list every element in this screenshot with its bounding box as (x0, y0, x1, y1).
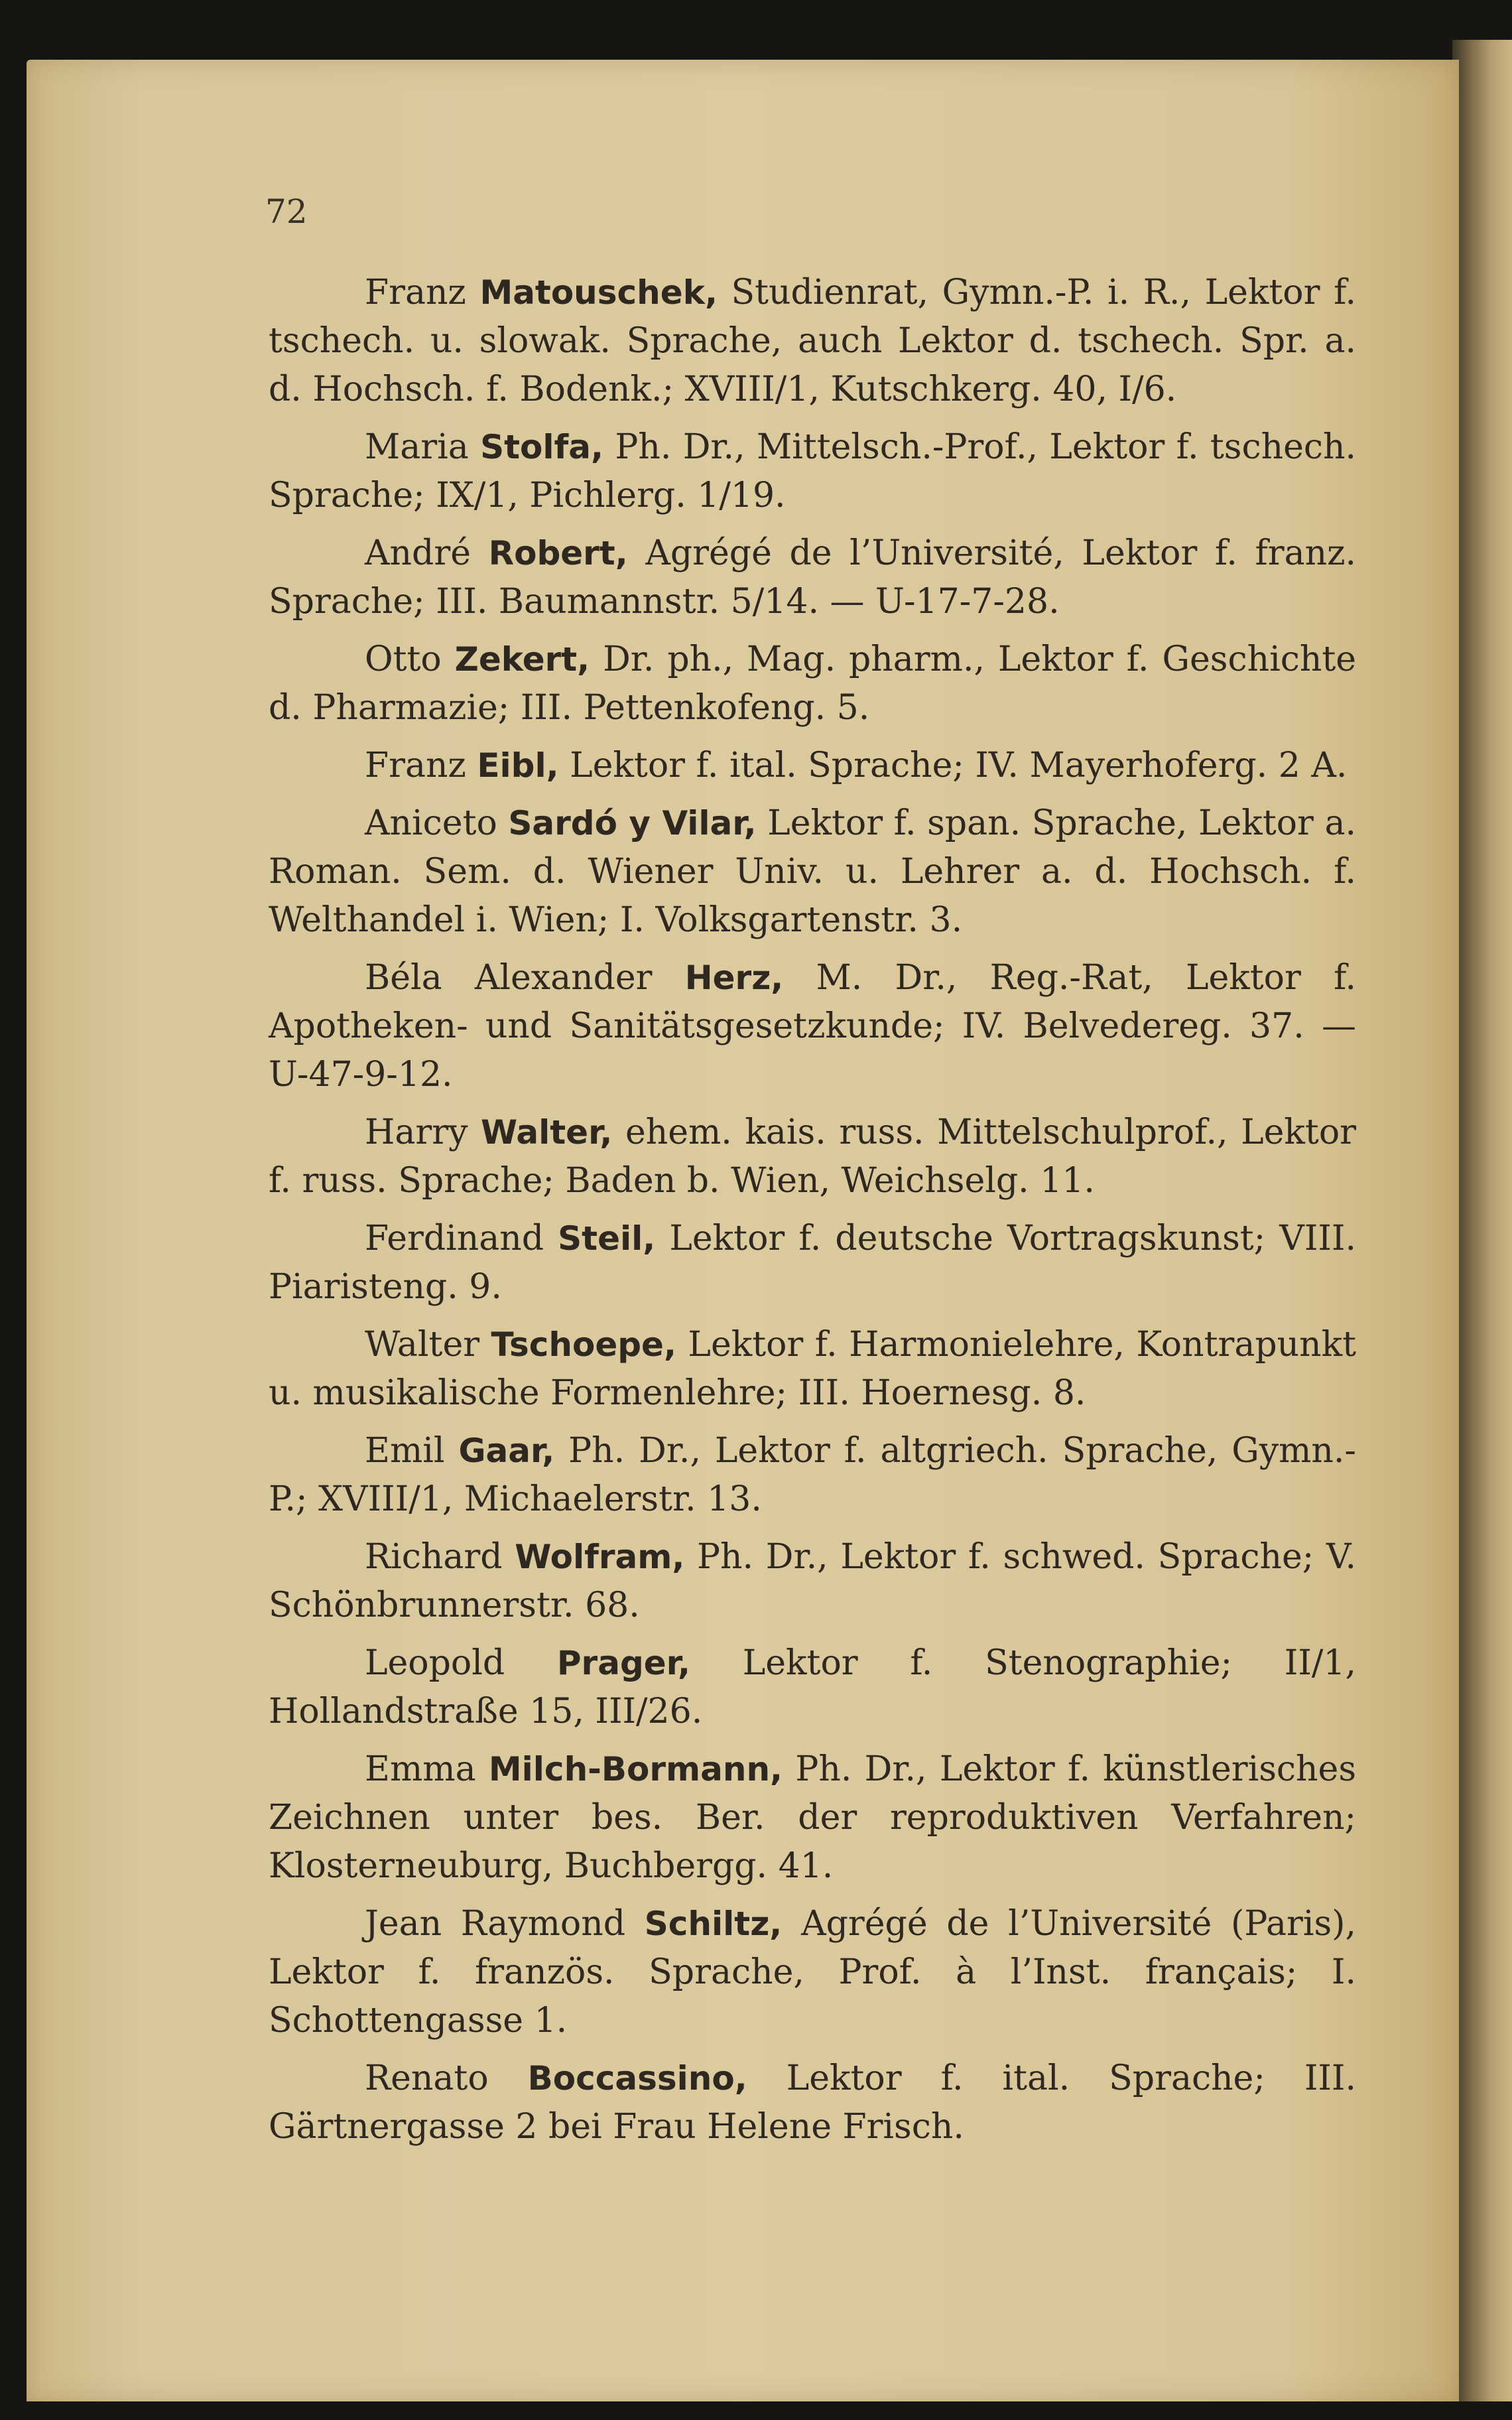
surname: Wolfram, (515, 1538, 685, 1576)
surname: Sardó y Vilar, (508, 804, 757, 842)
directory-entry (269, 1900, 1356, 2045)
entry-details: M. Dr., Reg.-Rat, Lektor f. Apotheken- und Sanitätsgesetzkunde; IV. Belvedereg. 37. — U-47-9-12. (269, 958, 1356, 1095)
directory-entry (269, 742, 1356, 790)
surname: Stolfa, (480, 428, 603, 466)
given-name: Franz (365, 746, 477, 785)
directory-entry (269, 1321, 1356, 1418)
given-name: Béla Alexander (365, 958, 685, 998)
surname: Eibl, (477, 746, 559, 785)
surname: Robert, (488, 534, 628, 572)
entry-details: Lektor f. span. Sprache, Lektor a. Roman. Sem. d. Wiener Univ. u. Lehrer a. d. Hochsch. f. Welthandel i. Wien; I. Volksgartenstr. 3. (269, 803, 1356, 940)
given-name: André (365, 533, 489, 573)
given-name: Ferdinand (365, 1219, 558, 1258)
surname: Boccassino, (527, 2059, 747, 2098)
directory-entry (269, 1639, 1356, 1736)
given-name: Jean Raymond (365, 1904, 645, 1944)
directory-entry (269, 2054, 1356, 2151)
surname: Tschoepe, (491, 1325, 676, 1364)
directory-entry (269, 1109, 1356, 1205)
entry-details: Agrégé de l’Université, Lektor f. franz. Sprache; III. Baumannstr. 5/14. — U-17-7-28. (269, 533, 1356, 622)
given-name: Renato (365, 2058, 528, 2098)
page-number: 72 (265, 192, 308, 231)
given-name: Emil (365, 1431, 459, 1471)
entry-details: Agrégé de l’Université (Paris), Lektor f. französ. Sprache, Prof. à l’Inst. français; I. Schottengasse 1. (269, 1904, 1356, 2041)
entry-details: ehem. kais. russ. Mittelschulprof., Lektor f. russ. Sprache; Baden b. Wien, Weichselg. 11. (269, 1112, 1356, 1201)
given-name: Otto (365, 639, 455, 679)
entry-details: Lektor f. Harmonielehre, Kontrapunkt u. musikalische Formenlehre; III. Hoernesg. 8. (269, 1325, 1356, 1413)
entry-details: Lektor f. ital. Sprache; IV. Mayerhoferg. 2 A. (558, 746, 1348, 785)
surname: Walter, (481, 1113, 613, 1152)
entry-details: Lektor f. deutsche Vortragskunst; VIII. Piaristeng. 9. (269, 1219, 1356, 1307)
entry-details: Ph. Dr., Lektor f. schwed. Sprache; V. Schönbrunnerstr. 68. (269, 1537, 1356, 1625)
directory-entry (269, 269, 1356, 414)
surname: Herz, (684, 959, 784, 997)
entry-details: Ph. Dr., Lektor f. künstlerisches Zeichnen unter bes. Ber. der reproduktiven Verfahren; Klosterneuburg, Buchbergg. 41. (269, 1749, 1356, 1886)
entry-details: Lektor f. Stenographie; II/1, Hollandstraße 15, III/26. (269, 1643, 1356, 1731)
given-name: Richard (365, 1537, 515, 1577)
given-name: Harry (365, 1112, 481, 1152)
surname: Matouschek, (479, 273, 718, 312)
lecturer-directory (269, 269, 1356, 2161)
surname: Gaar, (458, 1432, 555, 1470)
entry-details: Dr. ph., Mag. pharm., Lektor f. Geschichte d. Pharmazie; III. Pettenkofeng. 5. (269, 639, 1356, 728)
given-name: Maria (365, 427, 481, 467)
book-spine (1452, 40, 1512, 2401)
entry-details: Ph. Dr., Lektor f. altgriech. Sprache, Gymn.-P.; XVIII/1, Michaelerstr. 13. (269, 1431, 1357, 1519)
directory-entry (269, 954, 1356, 1099)
surname: Steil, (558, 1219, 656, 1258)
directory-entry (269, 1533, 1356, 1630)
directory-entry (269, 799, 1356, 945)
directory-entry (269, 1745, 1356, 1891)
given-name: Aniceto (365, 803, 509, 843)
directory-entry (269, 636, 1356, 732)
surname: Prager, (556, 1644, 690, 1682)
surname: Zekert, (454, 640, 590, 679)
given-name: Leopold (365, 1643, 557, 1683)
surname: Milch-Bormann, (488, 1750, 783, 1788)
directory-entry (269, 1427, 1356, 1524)
directory-entry (269, 529, 1356, 626)
surname: Schiltz, (644, 1905, 783, 1943)
entry-details: Ph. Dr., Mittelsch.-Prof., Lektor f. tschech. Sprache; IX/1, Pichlerg. 1/19. (269, 427, 1357, 515)
entry-details: Lektor f. ital. Sprache; III. Gärtnergasse 2 bei Frau Helene Frisch. (269, 2058, 1356, 2147)
given-name: Franz (365, 273, 480, 312)
entry-details: Studienrat, Gymn.-P. i. R., Lektor f. tschech. u. slowak. Sprache, auch Lektor d. tschech. Spr. a. d. Hochsch. f. Bodenk.; XVIII/1, Kutschkerg. 40, I/6. (269, 273, 1356, 409)
directory-entry (269, 423, 1356, 520)
given-name: Walter (365, 1325, 491, 1365)
directory-entry (269, 1215, 1356, 1311)
given-name: Emma (365, 1749, 489, 1789)
